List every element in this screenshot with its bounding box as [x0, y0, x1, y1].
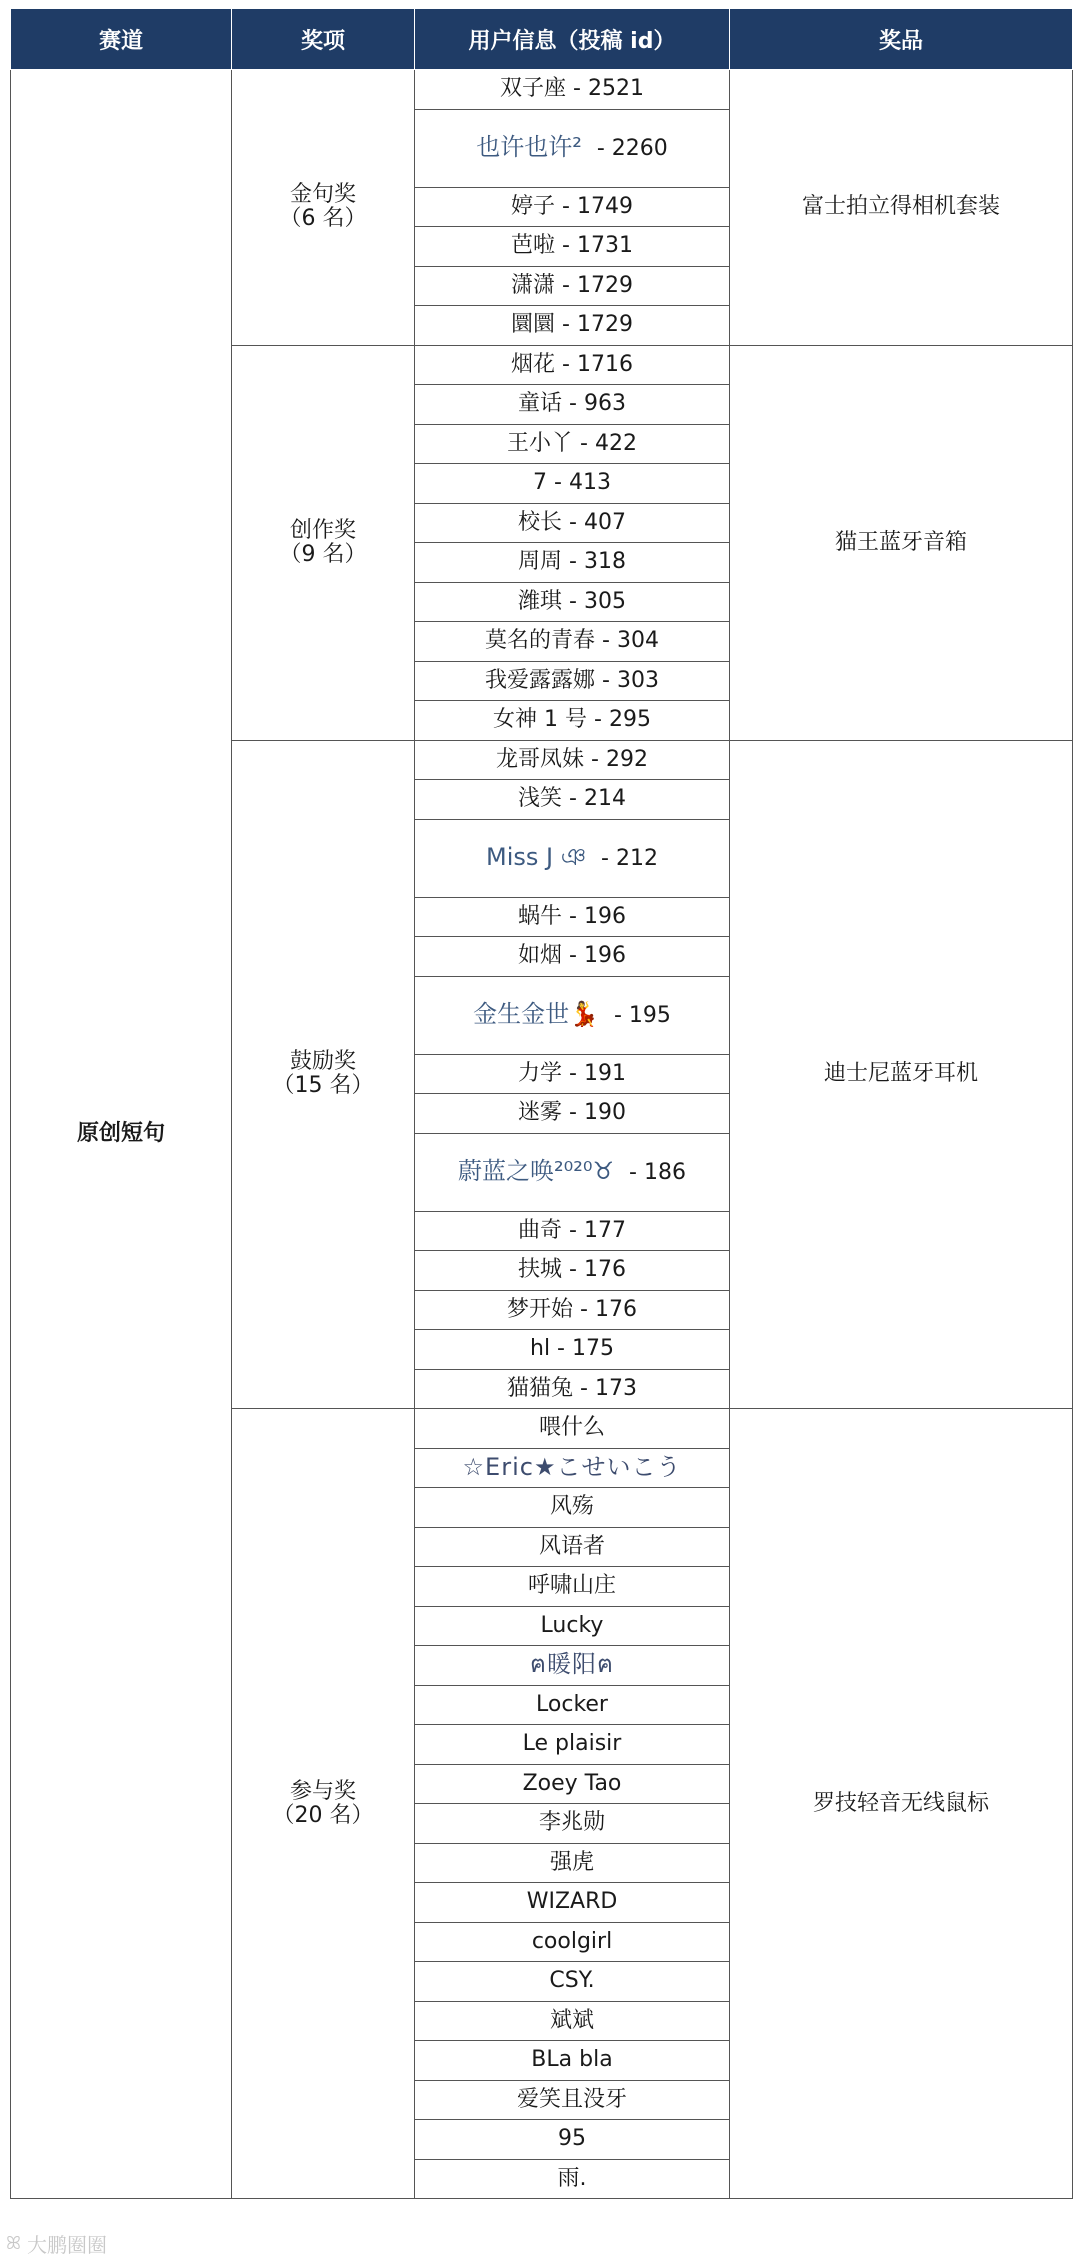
- winner-name: hl: [530, 1336, 551, 1362]
- winner-name: 蔚蓝之唤²⁰²⁰♉: [458, 1157, 615, 1185]
- winner-cell: [415, 1685, 730, 1725]
- winner-name: 呼啸山庄: [527, 1573, 616, 1599]
- winner-cell: [415, 1804, 730, 1844]
- header-user-info: 用户信息（投稿 id）: [415, 9, 730, 70]
- winner-id: 304: [616, 628, 659, 654]
- winner-cell: [415, 543, 730, 583]
- winner-id: 1749: [576, 193, 633, 219]
- winner-name: 蜗牛: [518, 903, 563, 929]
- winner-cell: [415, 266, 730, 306]
- watermark-text: 大鹏圈圈: [26, 2233, 107, 2257]
- award-cell: [232, 740, 415, 1409]
- winner-name: 女神 1 号: [493, 707, 588, 733]
- winner-name: ☆Eric★こせいこう: [462, 1452, 682, 1481]
- winner-id: 176: [594, 1296, 637, 1322]
- winner-cell: [415, 1448, 730, 1488]
- winner-separator: -: [562, 391, 584, 417]
- winner-cell: [415, 2001, 730, 2041]
- winner-name: Le plaisir: [522, 1731, 622, 1757]
- winner-name: 浅笑: [518, 786, 563, 812]
- winner-name: 猫猫兔: [507, 1375, 574, 1401]
- winner-separator: -: [566, 76, 588, 102]
- winner-id: 191: [583, 1060, 626, 1086]
- awards-table: [10, 8, 1073, 2199]
- winner-id: 407: [583, 509, 626, 535]
- winner-id: 214: [583, 786, 626, 812]
- winner-separator: -: [555, 233, 577, 259]
- winner-cell: [415, 740, 730, 780]
- prize-cell: 迪士尼蓝牙耳机: [730, 740, 1073, 1409]
- award-count: （15 名）: [272, 1073, 374, 1099]
- winner-name: WIZARD: [526, 1889, 618, 1915]
- winner-name: 扶城: [518, 1257, 563, 1283]
- winner-cell: [415, 1764, 730, 1804]
- winner-separator: -: [594, 846, 616, 871]
- winner-separator: -: [562, 1217, 584, 1243]
- prize-cell: 猫王蓝牙音箱: [730, 345, 1073, 740]
- winner-separator: -: [562, 588, 584, 614]
- award-count: （20 名）: [272, 1802, 374, 1828]
- award-cell: [232, 345, 415, 740]
- winner-cell: [415, 1251, 730, 1291]
- winner-cell: [415, 503, 730, 543]
- winner-name: 喂什么: [538, 1415, 605, 1441]
- winner-cell: [415, 1527, 730, 1567]
- winner-name: 强虎: [549, 1849, 594, 1875]
- winner-cell: [415, 385, 730, 425]
- winner-cell: [415, 1369, 730, 1409]
- winner-name: 力学: [518, 1060, 563, 1086]
- winner-separator: -: [573, 1375, 595, 1401]
- winner-name: 我爱露露娜: [485, 667, 596, 693]
- winner-id: 173: [594, 1375, 637, 1401]
- winner-separator: -: [562, 903, 584, 929]
- winner-name: ฅ暖阳ฅ: [529, 1650, 615, 1679]
- winner-cell: [415, 582, 730, 622]
- winner-cell: [415, 976, 730, 1054]
- winner-separator: -: [606, 1003, 629, 1028]
- winner-separator: -: [562, 943, 584, 969]
- winner-name: 潇潇: [511, 272, 556, 298]
- winner-cell: [415, 109, 730, 187]
- winner-cell: [415, 1488, 730, 1528]
- winner-id: 177: [583, 1217, 626, 1243]
- winner-id: 190: [583, 1100, 626, 1126]
- winner-cell: [415, 2041, 730, 2081]
- winner-cell: [415, 345, 730, 385]
- winner-cell: [415, 1725, 730, 1765]
- winner-id: 186: [643, 1160, 686, 1185]
- winner-cell: [415, 187, 730, 227]
- winner-cell: [415, 622, 730, 662]
- award-name: 创作奖: [289, 517, 356, 543]
- winner-cell: [415, 701, 730, 741]
- winner-separator: -: [555, 272, 577, 298]
- winner-name: Zoey Tao: [522, 1770, 622, 1796]
- header-track: 赛道: [11, 9, 232, 70]
- winner-name: 校长: [518, 509, 563, 535]
- winner-name: 莫名的青春: [485, 628, 596, 654]
- winner-id: 295: [608, 707, 651, 733]
- winner-cell: [415, 2120, 730, 2160]
- winner-name: 也许也许²: [476, 133, 582, 161]
- winner-cell: [415, 1094, 730, 1134]
- winner-cell: [415, 897, 730, 937]
- winner-name: Miss J ঞ: [486, 843, 587, 871]
- winner-id: 413: [568, 470, 611, 496]
- winner-id: 2260: [611, 136, 668, 161]
- winner-name: 童话: [518, 391, 563, 417]
- table-body: [11, 70, 1073, 2199]
- winner-separator: -: [555, 193, 577, 219]
- award-count: （9 名）: [279, 541, 367, 567]
- award-name: 鼓励奖: [289, 1049, 356, 1075]
- winner-name: 李兆勋: [538, 1810, 605, 1836]
- winner-name: Locker: [536, 1691, 608, 1717]
- weibo-icon: ꕤ: [6, 2233, 21, 2254]
- winner-separator: -: [547, 470, 569, 496]
- winner-name: 潍琪: [518, 588, 563, 614]
- winner-cell: [415, 2080, 730, 2120]
- winner-separator: -: [622, 1160, 644, 1185]
- winner-id: 1729: [576, 272, 633, 298]
- winner-name: 婷子: [511, 193, 556, 219]
- winner-separator: -: [562, 1100, 584, 1126]
- winner-separator: -: [562, 549, 584, 575]
- winner-cell: [415, 1843, 730, 1883]
- winner-cell: [415, 70, 730, 110]
- award-cell: [232, 70, 415, 346]
- winner-name: 烟花: [511, 351, 556, 377]
- winner-cell: [415, 2159, 730, 2199]
- winner-name: 斌斌: [549, 2007, 594, 2033]
- prize-cell: 罗技轻音无线鼠标: [730, 1409, 1073, 2199]
- winner-name: 芭啦: [511, 233, 556, 259]
- winner-cell: [415, 1211, 730, 1251]
- winner-id: 212: [616, 846, 658, 871]
- award-name: 金句奖: [289, 182, 356, 208]
- winner-name: 迷雾: [518, 1100, 563, 1126]
- header-award: 奖项: [232, 9, 415, 70]
- winner-separator: -: [562, 786, 584, 812]
- winner-id: 195: [628, 1003, 671, 1028]
- winner-cell: [415, 227, 730, 267]
- winner-name: 雨.: [557, 2165, 587, 2191]
- award-cell: [232, 1409, 415, 2199]
- winner-name: 曲奇: [518, 1217, 563, 1243]
- winner-cell: [415, 1883, 730, 1923]
- winner-cell: [415, 464, 730, 504]
- winner-cell: [415, 780, 730, 820]
- winner-name: 风殇: [549, 1494, 594, 1520]
- winner-cell: [415, 1409, 730, 1449]
- winner-cell: [415, 1606, 730, 1646]
- winner-cell: [415, 1646, 730, 1686]
- winner-separator: -: [573, 430, 595, 456]
- winner-cell: [415, 1054, 730, 1094]
- winner-cell: [415, 1567, 730, 1607]
- winner-name: 周周: [518, 549, 563, 575]
- winner-name: 龙哥凤妹: [496, 746, 585, 772]
- winner-id: 422: [594, 430, 637, 456]
- winner-cell: [415, 1290, 730, 1330]
- winner-separator: -: [573, 1296, 595, 1322]
- winner-id: 1731: [576, 233, 633, 259]
- winner-separator: -: [562, 509, 584, 535]
- winner-name: 梦开始: [507, 1296, 574, 1322]
- winner-separator: -: [555, 351, 577, 377]
- table-row: [11, 70, 1073, 110]
- winner-cell: [415, 1330, 730, 1370]
- watermark: [6, 2229, 107, 2258]
- winner-cell: [415, 819, 730, 897]
- winner-separator: -: [584, 746, 606, 772]
- winner-name: coolgirl: [531, 1928, 613, 1954]
- track-cell: 原创短句: [11, 70, 232, 2199]
- winner-cell: [415, 424, 730, 464]
- winner-separator: -: [595, 628, 617, 654]
- winner-id: 176: [583, 1257, 626, 1283]
- winner-cell: [415, 1133, 730, 1211]
- winner-separator: -: [562, 1060, 584, 1086]
- winner-id: 1716: [576, 351, 633, 377]
- winner-cell: [415, 937, 730, 977]
- winner-id: 196: [583, 943, 626, 969]
- winner-name: 双子座: [500, 76, 567, 102]
- winner-name: 风语者: [538, 1533, 605, 1559]
- winner-name: 7: [533, 470, 548, 496]
- winner-separator: -: [587, 707, 609, 733]
- winner-id: 963: [583, 391, 626, 417]
- winner-separator: -: [562, 1257, 584, 1283]
- winner-name: 圜圜: [511, 312, 556, 338]
- winner-separator: -: [555, 312, 577, 338]
- header-prize: 奖品: [730, 9, 1073, 70]
- winner-name: 金生金世💃: [473, 1000, 599, 1028]
- winner-id: 2521: [587, 76, 644, 102]
- winner-name: 王小丫: [507, 430, 574, 456]
- winner-cell: [415, 306, 730, 346]
- winner-name: 95: [558, 2126, 586, 2152]
- winner-separator: -: [589, 136, 612, 161]
- winner-cell: [415, 1962, 730, 2002]
- winner-id: 175: [572, 1336, 614, 1362]
- winner-id: 1729: [576, 312, 633, 338]
- winner-separator: -: [595, 667, 617, 693]
- winner-cell: [415, 661, 730, 701]
- winner-name: 如烟: [518, 943, 563, 969]
- award-name: 参与奖: [289, 1778, 356, 1804]
- winner-id: 305: [583, 588, 626, 614]
- prize-cell: 富士拍立得相机套装: [730, 70, 1073, 346]
- winner-id: 318: [583, 549, 626, 575]
- winner-name: BLa bla: [531, 2047, 613, 2073]
- winner-id: 292: [605, 746, 648, 772]
- winner-name: CSY.: [549, 1968, 595, 1994]
- winner-id: 196: [583, 903, 626, 929]
- winner-id: 303: [616, 667, 659, 693]
- winner-cell: [415, 1922, 730, 1962]
- winner-separator: -: [550, 1336, 572, 1362]
- winner-name: Lucky: [540, 1612, 604, 1638]
- header-row: [11, 9, 1073, 70]
- award-count: （6 名）: [279, 206, 367, 232]
- winner-name: 爱笑且没牙: [516, 2086, 627, 2112]
